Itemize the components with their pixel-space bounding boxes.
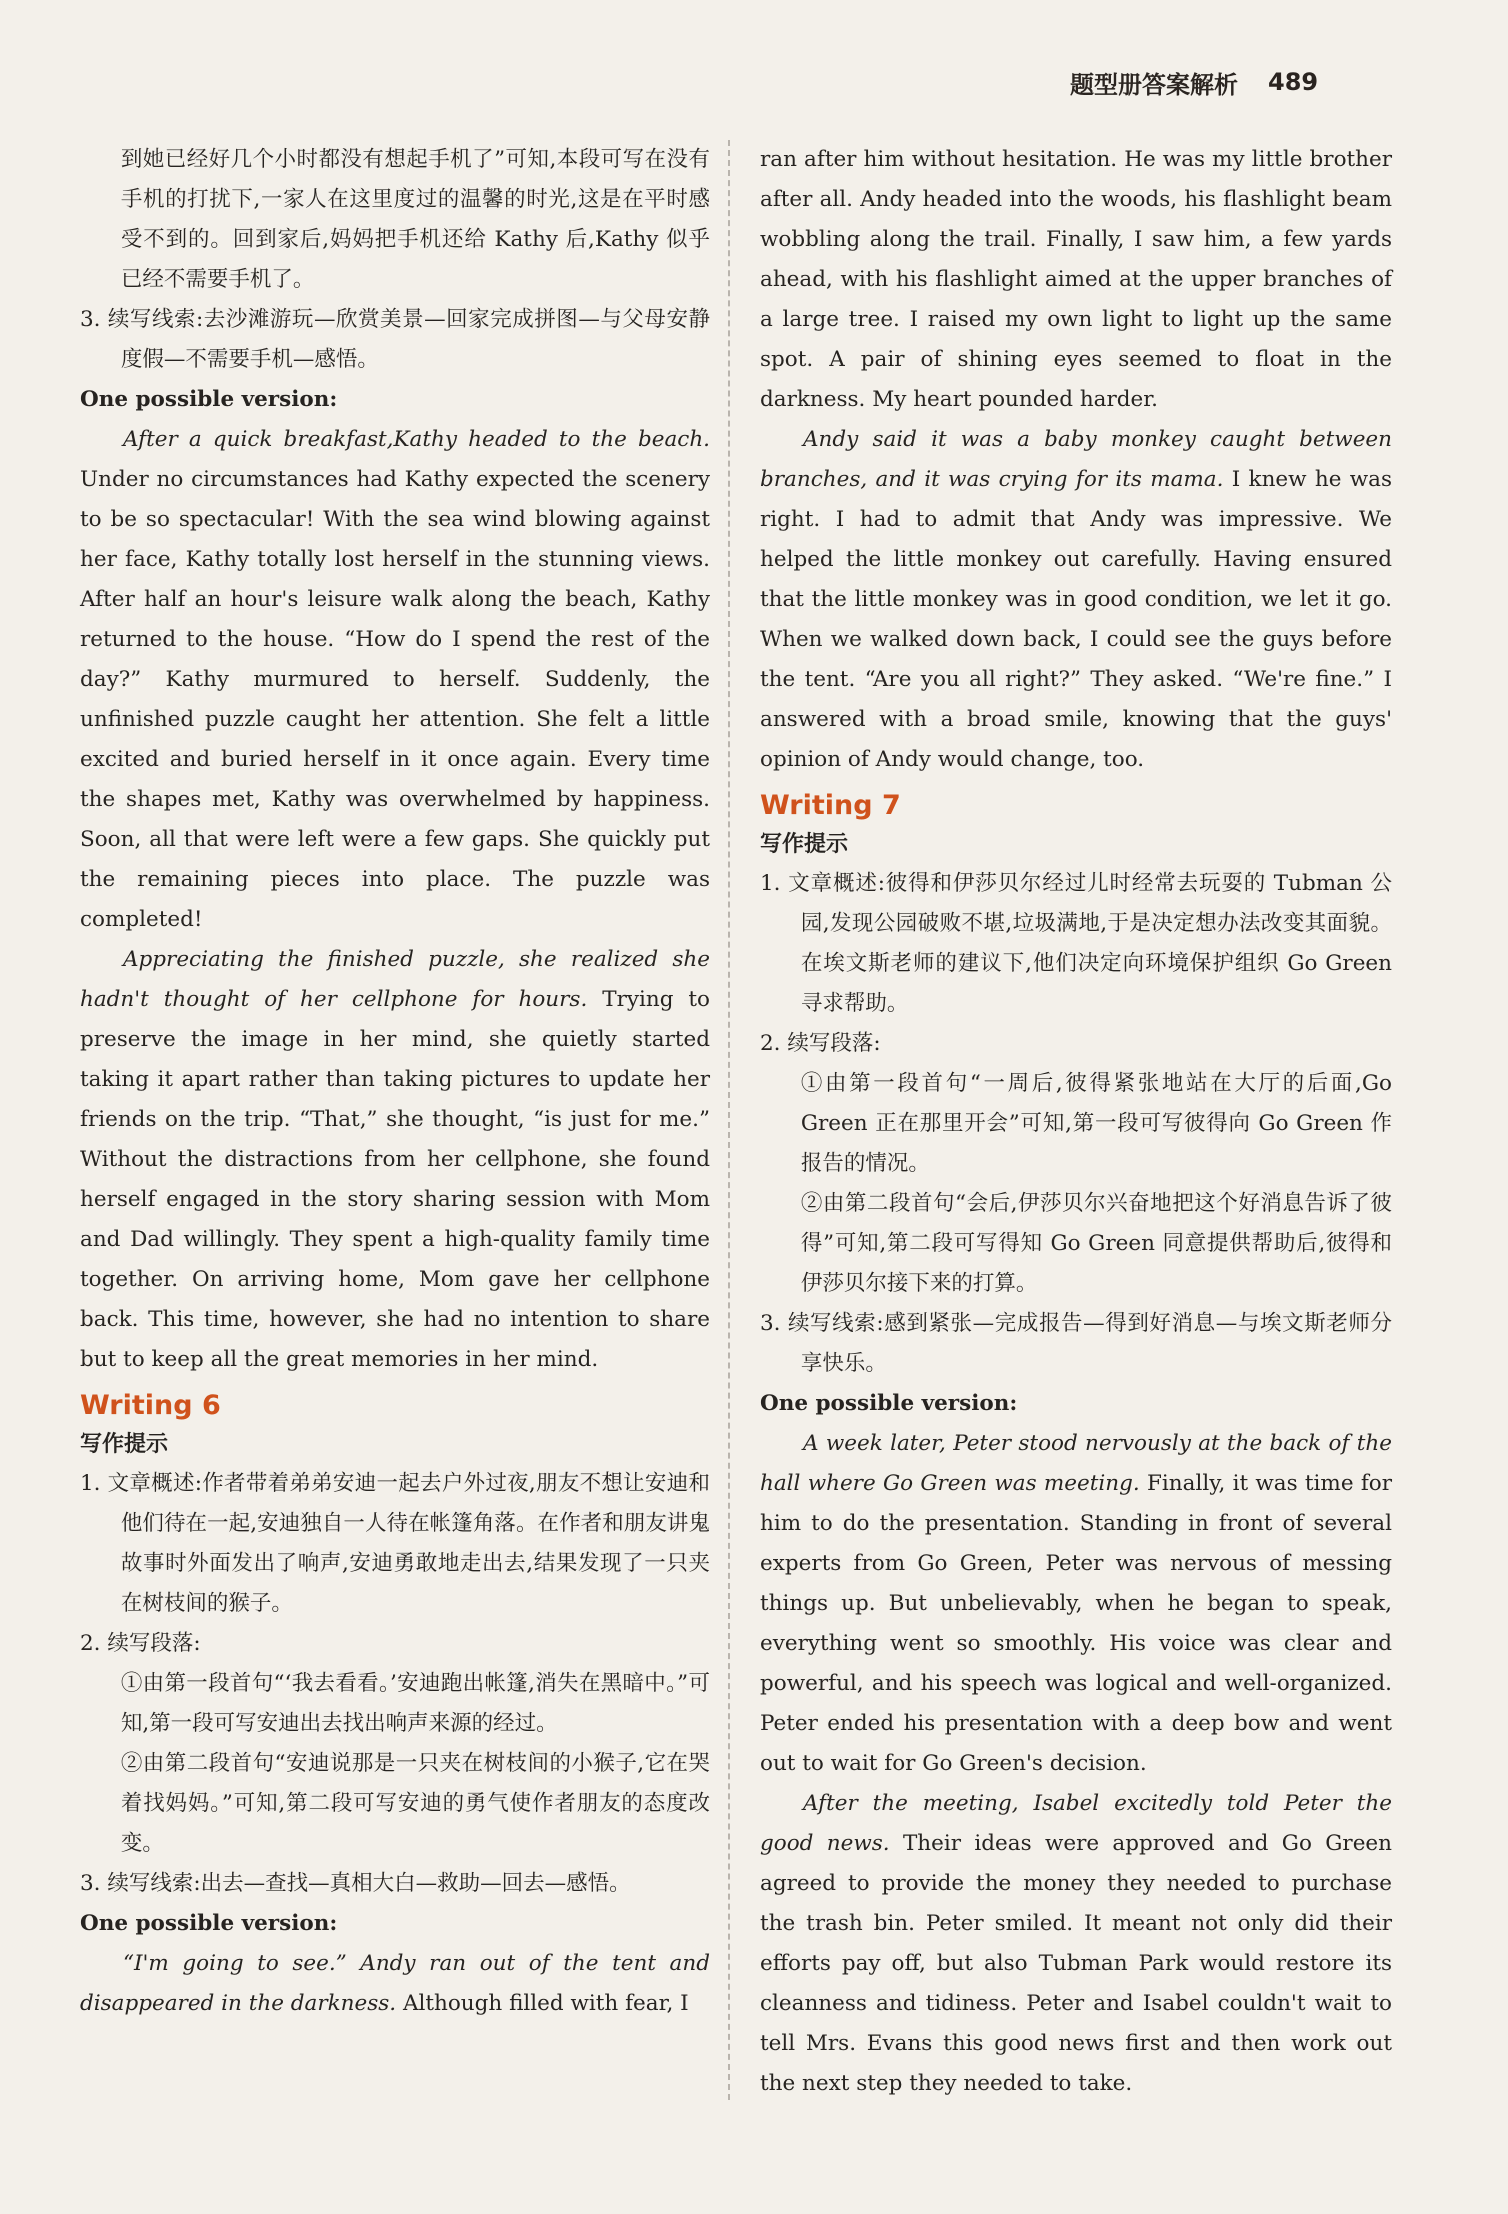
story-paragraph-1 — [80, 420, 710, 940]
section-subheading: 写作提示 — [760, 832, 849, 857]
story-paragraph-5 — [760, 1424, 1392, 1784]
paragraph-body: I knew he was right. I had to admit that Andy was impressive. We helped the little monkey out carefully. Having ensured that the little monkey was in good condition, we let it go. When we walked down back, I could see the guys before the tent. “Are you all right?” They asked. “We're fine.” I answered with a broad smile, knowing that the guys' opinion of Andy would change, too. — [760, 467, 1392, 772]
paragraph-body: Their ideas were approved and Go Green agreed to provide the money they needed to purchase the trash bin. Peter smiled. It meant not only did their efforts pay off, but also Tubman Park would restore its cleanness and tidiness. Peter and Isabel couldn't wait to tell Mrs. Evans this good news first and then work out the next step they needed to take. — [760, 1831, 1392, 2096]
paragraph-lead: Andy said it was a baby monkey caught between branches, and it was crying for its mama. — [760, 427, 1392, 492]
section-heading-writing-6: Writing 6 — [80, 1390, 221, 1421]
possible-version-label: One possible version: — [80, 387, 338, 412]
section-heading-writing-7: Writing 7 — [760, 790, 901, 821]
hint-item-2a: ①由第一段首句“一周后,彼得紧张地站在大厅的后面,Go Green 正在那里开会”可知,第一段可写彼得向 Go Green 作报告的情况。 — [800, 1071, 1392, 1176]
clue-item-3: 3. 续写线索:去沙滩游玩—欣赏美景—回家完成拼图—与父母安静度假—不需要手机—感悟。 — [80, 307, 710, 372]
paragraph-lead: After the meeting, Isabel excitedly told Peter the good news. — [760, 1791, 1392, 1856]
hint-item-2a: ①由第一段首句“‘我去看看。’安迪跑出帐篷,消失在黑暗中。”可知,第一段可写安迪出去找出响声来源的经过。 — [120, 1671, 710, 1736]
hint-item-2: 2. 续写段落: — [760, 1031, 881, 1056]
paragraph-body: Although filled with fear, I — [396, 1991, 689, 2016]
paragraph-body: Under no circumstances had Kathy expected the scenery to be so spectacular! With the sea wind blowing against her face, Kathy totally lost herself in the stunning views. After half an hour's leisure walk along the beach, Kathy returned to the house. “How do I spend the rest of the day?” Kathy murmured to herself. Suddenly, the unfinished puzzle caught her attention. She felt a little excited and buried herself in it once again. Every time the shapes met, Kathy was overwhelmed by happiness. Soon, all that were left were a few gaps. She quickly put the remaining pieces into place. The puzzle was completed! — [80, 467, 710, 932]
story-paragraph-6 — [760, 1784, 1392, 2104]
column-divider — [728, 140, 730, 2100]
hint-item-2b: ②由第二段首句“会后,伊莎贝尔兴奋地把这个好消息告诉了彼得”可知,第二段可写得知 Go Green 同意提供帮助后,彼得和伊莎贝尔接下来的打算。 — [800, 1191, 1392, 1296]
left-column — [80, 140, 710, 2024]
hint-item-3: 3. 续写线索:感到紧张—完成报告—得到好消息—与埃文斯老师分享快乐。 — [760, 1311, 1392, 1376]
paragraph-lead: Appreciating the finished puzzle, she realized she hadn't thought of her cellphone for hours. — [80, 947, 710, 1012]
hint-item-1: 1. 文章概述:作者带着弟弟安迪一起去户外过夜,朋友不想让安迪和他们待在一起,安迪独自一人待在帐篷角落。在作者和朋友讲鬼故事时外面发出了响声,安迪勇敢地走出去,结果发现了一只夹在树枝间的猴子。 — [80, 1471, 710, 1616]
paragraph-lead: After a quick breakfast,Kathy headed to the beach. — [123, 427, 710, 452]
continued-paragraph: 到她已经好几个小时都没有想起手机了”可知,本段可写在没有手机的打扰下,一家人在这里度过的温馨的时光,这是在平时感受不到的。回到家后,妈妈把手机还给 Kathy 后,Kathy 似乎已经不需要手机了。 — [120, 147, 710, 292]
story-paragraph-2 — [80, 940, 710, 1380]
hint-item-3: 3. 续写线索:出去—查找—真相大白—救助—回去—感悟。 — [80, 1871, 631, 1896]
paragraph-lead: “I'm going to see.” Andy ran out of the tent and disappeared in the darkness. — [80, 1951, 710, 2016]
possible-version-label: One possible version: — [80, 1911, 338, 1936]
section-subheading: 写作提示 — [80, 1432, 169, 1457]
right-column — [760, 140, 1392, 2104]
hint-item-1: 1. 文章概述:彼得和伊莎贝尔经过儿时经常去玩耍的 Tubman 公园,发现公园破败不堪,垃圾满地,于是决定想办法改变其面貌。在埃文斯老师的建议下,他们决定向环境保护组织 Go Green 寻求帮助。 — [760, 871, 1392, 1016]
hint-item-2: 2. 续写段落: — [80, 1631, 201, 1656]
possible-version-label: One possible version: — [760, 1391, 1018, 1416]
paragraph-lead: A week later, Peter stood nervously at the back of the hall where Go Green was meeting. — [760, 1431, 1392, 1496]
story-paragraph-3 — [80, 1944, 710, 2024]
running-title: 题型册答案解析 — [1070, 70, 1238, 99]
page-number: 489 — [1268, 68, 1319, 96]
story-paragraph-continued: ran after him without hesitation. He was my little brother after all. Andy headed into the woods, his flashlight beam wobbling along the trail. Finally, I saw him, a few yards ahead, with his flashlight aimed at the upper branches of a large tree. I raised my own light to light up the same spot. A pair of shining eyes seemed to float in the darkness. My heart pounded harder. — [760, 147, 1392, 412]
story-paragraph-4 — [760, 420, 1392, 780]
hint-item-2b: ②由第二段首句“安迪说那是一只夹在树枝间的小猴子,它在哭着找妈妈。”可知,第二段可写安迪的勇气使作者朋友的态度改变。 — [120, 1751, 710, 1856]
paragraph-body: Trying to preserve the image in her mind, she quietly started taking it apart rather than taking pictures to update her friends on the trip. “That,” she thought, “is just for me.” Without the distractions from her cellphone, she found herself engaged in the story sharing session with Mom and Dad willingly. They spent a high-quality family time together. On arriving home, Mom gave her cellphone back. This time, however, she had no intention to share but to keep all the great memories in her mind. — [80, 987, 710, 1372]
page-header — [1070, 62, 1390, 102]
paragraph-body: Finally, it was time for him to do the presentation. Standing in front of several experts from Go Green, Peter was nervous of messing things up. But unbelievably, when he began to speak, everything went so smoothly. His voice was clear and powerful, and his speech was logical and well-organized. Peter ended his presentation with a deep bow and went out to wait for Go Green's decision. — [760, 1471, 1392, 1776]
